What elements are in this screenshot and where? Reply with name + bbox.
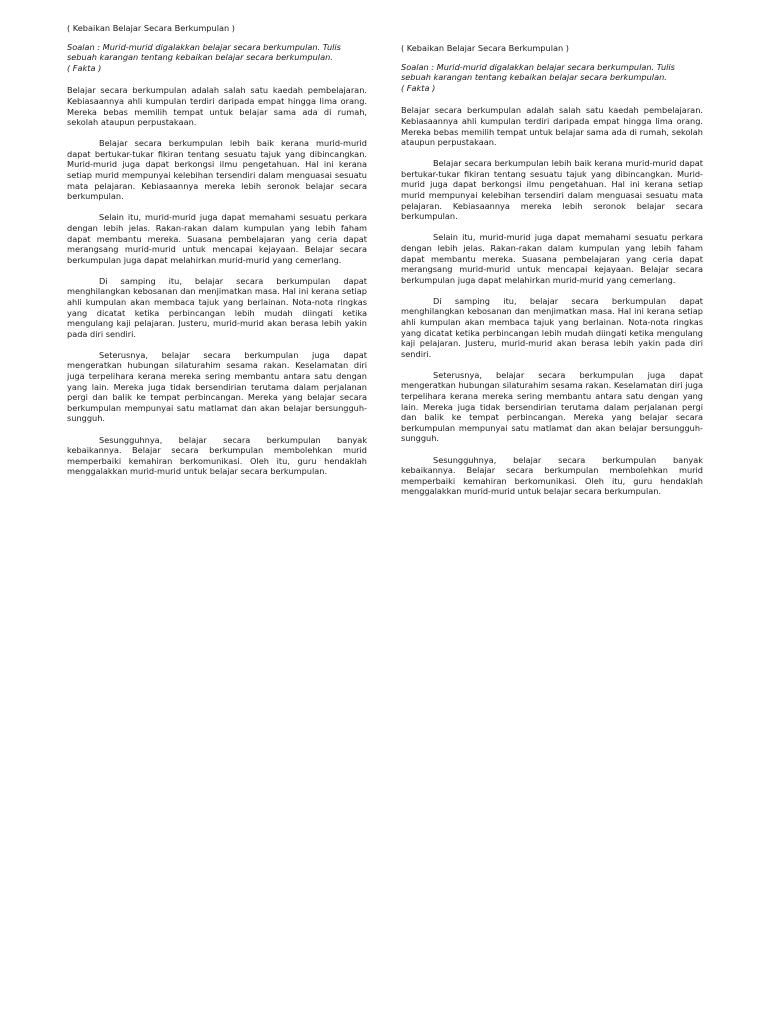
- essay-question: Soalan : Murid-murid digalakkan belajar secara berkumpulan. Tulis sebuah karangan tentang kebaikan belajar secara berkumpulan.: [67, 41, 341, 63]
- essay-column-right: [401, 43, 703, 507]
- essay-question-type: ( Fakta ): [401, 82, 436, 93]
- essay-question-type: ( Fakta ): [67, 62, 102, 73]
- paragraph-point-4: Seterusnya, belajar secara berkumpulan juga dapat mengeratkan hubungan silaturahim sesama rakan. Keselamatan diri juga terpelihara kerana mereka sering membantu antara satu dengan yang lain. Mereka juga tidak bersendirian terutama dalam perjalanan pergi dan balik ke tempat perbincangan. Mereka yang belajar secara berkumpulan mempunyai satu matlamat dan akan belajar bersungguh-sungguh.: [67, 349, 367, 424]
- paragraph-point-3: Di samping itu, belajar secara berkumpulan dapat menghilangkan kebosanan dan menjimatkan masa. Hal ini kerana setiap ahli kumpulan akan membaca tajuk yang berlainan. Nota-nota ringkas yang dicatat ketika perbincangan lebih mudah diingati ketika mengulang kaji pelajaran. Justeru, murid-murid akan berasa lebih yakin pada diri sendiri.: [67, 275, 367, 339]
- paragraph-point-2: Selain itu, murid-murid juga dapat memahami sesuatu perkara dengan lebih jelas. Rakan-rakan dalam kumpulan yang lebih faham dapat membantu mereka. Suasana pembelajaran yang ceria dapat merangsang murid-murid untuk mencapai kejayaan. Belajar secara berkumpulan juga dapat melahirkan murid-murid yang cemerlang.: [67, 212, 367, 265]
- essay-title: ( Kebaikan Belajar Secara Berkumpulan ): [67, 23, 235, 33]
- paragraph-point-4: Seterusnya, belajar secara berkumpulan juga dapat mengeratkan hubungan silaturahim sesama rakan. Keselamatan diri juga terpelihara kerana mereka sering membantu antara satu dengan yang lain. Mereka juga tidak bersendirian terutama dalam perjalanan pergi dan balik ke tempat perbincangan. Mereka yang belajar secara berkumpulan mempunyai satu matlamat dan akan belajar bersungguh-sungguh.: [401, 369, 703, 444]
- paragraph-point-1: Belajar secara berkumpulan lebih baik kerana murid-murid dapat bertukar-tukar fikiran tentang sesuatu tajuk yang dibincangkan. Murid-murid juga dapat berkongsi ilmu pengetahuan. Hal ini kerana setiap murid mempunyai kelebihan tersendiri dalam menguasai sesuatu mata pelajaran. Kebiasaannya mereka lebih seronok belajar secara berkumpulan.: [401, 158, 703, 222]
- essay-title: ( Kebaikan Belajar Secara Berkumpulan ): [401, 43, 569, 53]
- paragraph-conclusion: Sesungguhnya, belajar secara berkumpulan banyak kebaikannya. Belajar secara berkumpulan membolehkan murid memperbaiki kemahiran berkomunikasi. Oleh itu, guru hendaklah menggalakkan murid-murid untuk belajar secara berkumpulan.: [67, 434, 367, 477]
- paragraph-conclusion: Sesungguhnya, belajar secara berkumpulan banyak kebaikannya. Belajar secara berkumpulan membolehkan murid memperbaiki kemahiran berkomunikasi. Oleh itu, guru hendaklah menggalakkan murid-murid untuk belajar secara berkumpulan.: [401, 454, 703, 497]
- paragraph-intro: Belajar secara berkumpulan adalah salah satu kaedah pembelajaran. Kebiasaannya ahli kumpulan terdiri daripada empat hingga lima orang. Mereka bebas memilih tempat untuk belajar sama ada di rumah, sekolah ataupun perpustakaan.: [401, 105, 703, 148]
- essay-column-left: [67, 23, 367, 487]
- paragraph-point-3: Di samping itu, belajar secara berkumpulan dapat menghilangkan kebosanan dan menjimatkan masa. Hal ini kerana setiap ahli kumpulan akan membaca tajuk yang berlainan. Nota-nota ringkas yang dicatat ketika perbincangan lebih mudah diingati ketika mengulang kaji pelajaran. Justeru, murid-murid akan berasa lebih yakin pada diri sendiri.: [401, 295, 703, 359]
- paragraph-point-2: Selain itu, murid-murid juga dapat memahami sesuatu perkara dengan lebih jelas. Rakan-rakan dalam kumpulan yang lebih faham dapat membantu mereka. Suasana pembelajaran yang ceria dapat merangsang murid-murid untuk mencapai kejayaan. Belajar secara berkumpulan juga dapat melahirkan murid-murid yang cemerlang.: [401, 232, 703, 285]
- paragraph-intro: Belajar secara berkumpulan adalah salah satu kaedah pembelajaran. Kebiasaannya ahli kumpulan terdiri daripada empat hingga lima orang. Mereka bebas memilih tempat untuk belajar sama ada di rumah, sekolah ataupun perpustakaan.: [67, 85, 367, 128]
- essay-question: Soalan : Murid-murid digalakkan belajar secara berkumpulan. Tulis sebuah karangan tentang kebaikan belajar secara berkumpulan.: [401, 61, 675, 83]
- paragraph-point-1: Belajar secara berkumpulan lebih baik kerana murid-murid dapat bertukar-tukar fikiran tentang sesuatu tajuk yang dibincangkan. Murid-murid juga dapat berkongsi ilmu pengetahuan. Hal ini kerana setiap murid mempunyai kelebihan tersendiri dalam menguasai sesuatu mata pelajaran. Kebiasaannya mereka lebih seronok belajar secara berkumpulan.: [67, 138, 367, 202]
